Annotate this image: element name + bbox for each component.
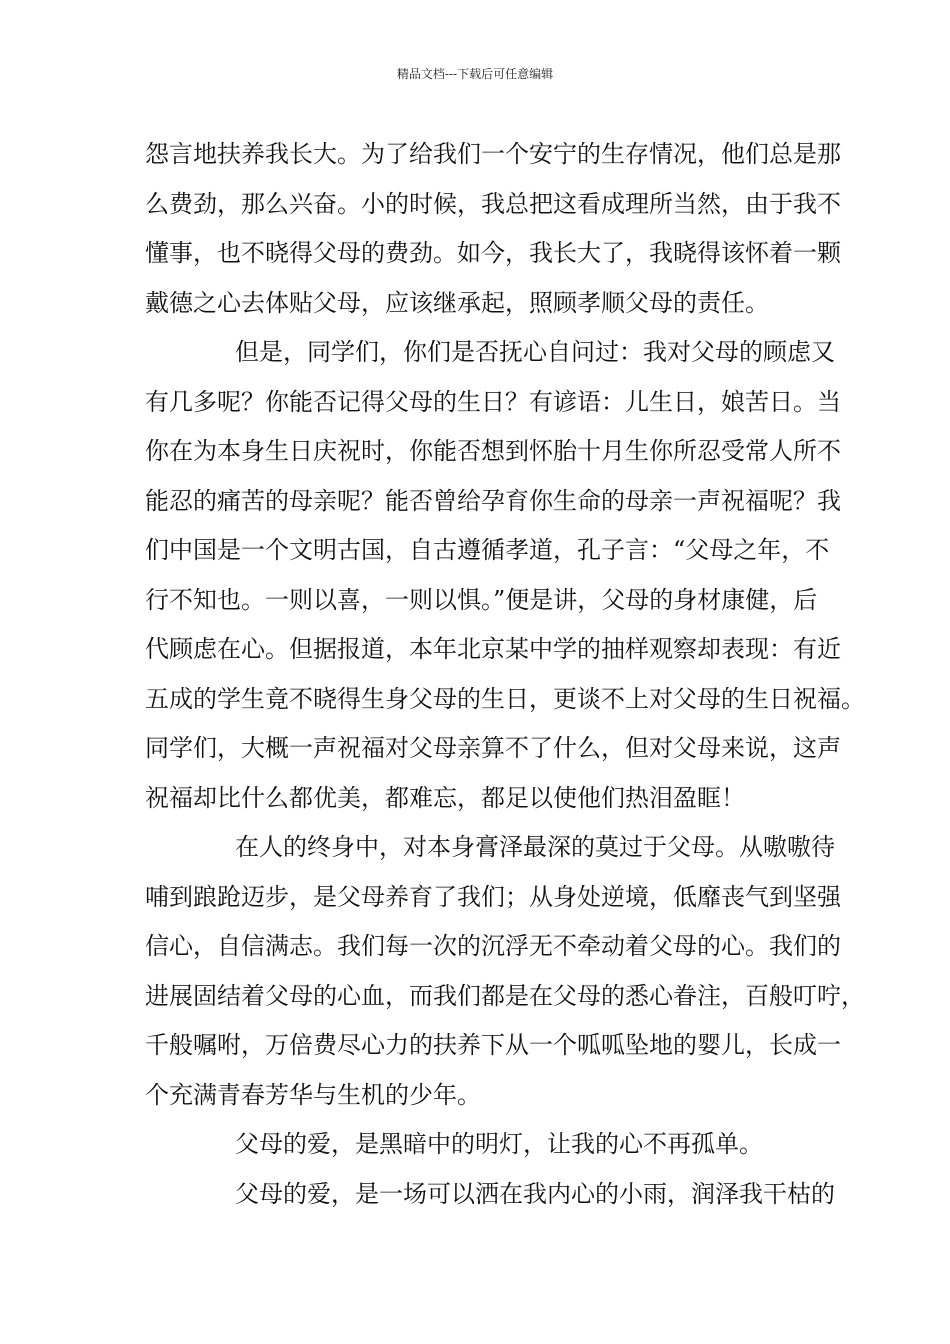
text-line: 信心，自信满志。我们每一次的沉浮无不牵动着父母的心。我们的 (145, 932, 841, 960)
text-line: 祝福却比什么都优美，都难忘，都足以使他们热泪盈眶！ (145, 783, 745, 812)
text-line: 同学们，大概一声祝福对父母亲算不了什么，但对父母来说，这声 (145, 734, 841, 762)
text-line: 么费劲，那么兴奋。小的时候，我总把这看成理所当然，由于我不 (145, 189, 841, 218)
text-line: 代顾虑在心。但据报道，本年北京某中学的抽样观察却表现：有近 (145, 635, 841, 663)
text-line: 们中国是一个文明古国，自古遵循孝道，孔子言：“父母之年，不 (145, 536, 830, 564)
text-line: 哺到踉跄迈步，是父母养育了我们；从身处逆境，低靡丧气到坚强 (145, 882, 841, 911)
text-line: 但是，同学们，你们是否抚心自问过：我对父母的顾虑又 (235, 338, 835, 366)
text-line: 在人的终身中，对本身膏泽最深的莫过于父母。从嗷嗷待 (235, 833, 835, 861)
text-line: 怨言地扶养我长大。为了给我们一个安宁的生存情况，他们总是那 (145, 140, 841, 168)
text-line: 戴德之心去体贴父母，应该继承起，照顾孝顺父母的责任。 (145, 288, 769, 317)
text-line: 行不知也。一则以喜，一则以惧。”便是讲，父母的身材康健，后 (145, 585, 818, 614)
text-line: 个充满青春芳华与生机的少年。 (145, 1080, 481, 1109)
text-line: 进展固结着父母的心血，而我们都是在父母的悉心眷注，百般叮咛， (145, 981, 865, 1010)
text-line: 能忍的痛苦的母亲呢？能否曾给孕育你生命的母亲一声祝福呢？我 (145, 486, 841, 515)
page-header: 精品文档---下载后可任意编辑 (396, 67, 554, 81)
text-line: 懂事，也不晓得父母的费劲。如今，我长大了，我晓得该怀着一颗 (145, 239, 841, 267)
text-line: 父母的爱，是黑暗中的明灯，让我的心不再孤单。 (235, 1130, 763, 1158)
text-line: 父母的爱，是一场可以洒在我内心的小雨，润泽我干枯的 (235, 1179, 835, 1208)
text-line: 有几多呢？你能否记得父母的生日？有谚语：儿生日，娘苦日。当 (145, 387, 841, 416)
document-body (145, 130, 865, 1219)
text-line: 千般嘱咐，万倍费尽心力的扶养下从一个呱呱坠地的婴儿，长成一 (145, 1031, 841, 1059)
text-line: 五成的学生竟不晓得生身父母的生日，更谈不上对父母的生日祝福。 (145, 684, 865, 713)
text-line: 你在为本身生日庆祝时，你能否想到怀胎十月生你所忍受常人所不 (145, 437, 841, 465)
